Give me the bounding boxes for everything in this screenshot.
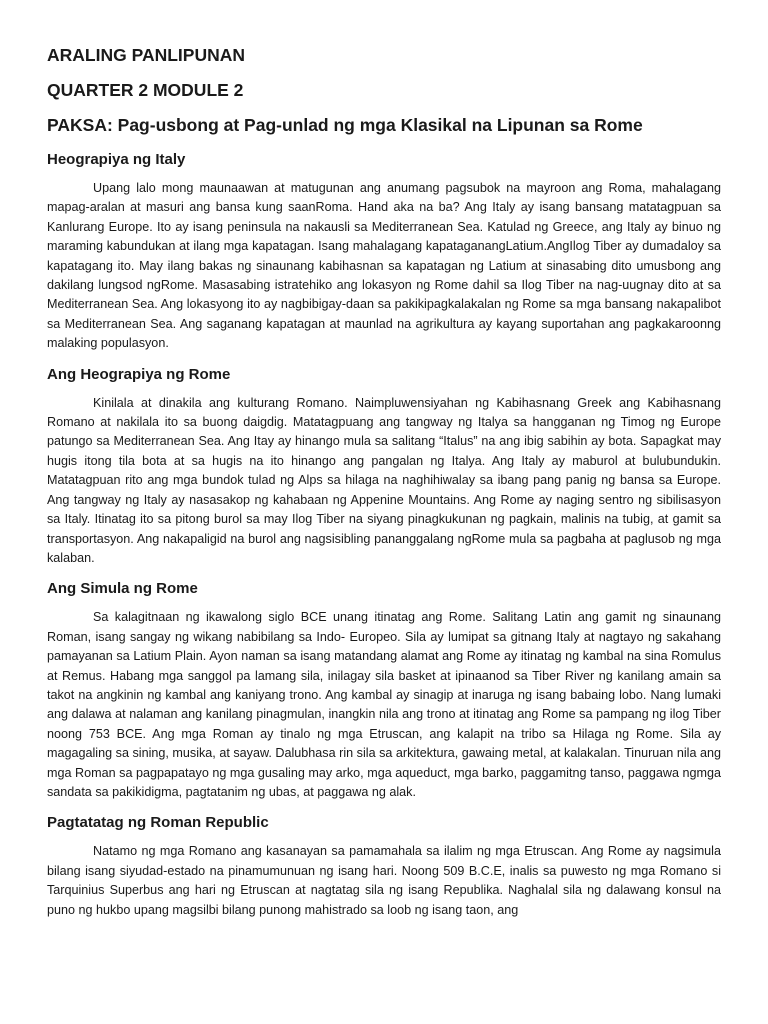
section-heading-4: Pagtatatag ng Roman Republic: [47, 814, 269, 832]
section-heading-3: Ang Simula ng Rome: [47, 580, 198, 598]
topic-title: PAKSA: Pag-usbong at Pag-unlad ng mga Klasikal na Lipunan sa Rome: [47, 115, 643, 135]
section-heading-2: Ang Heograpiya ng Rome: [47, 365, 231, 383]
section-body-2: Kinilala at dinakila ang kulturang Romano. Naimpluwensiyahan ng Kabihasnang Greek ang Kabihasnang Romano at nakilala ito sa buong daigdig. Matatagpuang ang tangway ng Italya sa hangganan ng Timog ng Europe patungo sa Mediterranean Sea. Ang Itay ay hinango mula sa salitang “Italus” na ang ibig sabihin ay bota. Sapagkat may hugis itong tila bota at sa hugis na ito hinango ang pangalan ng Italya. Ang Italy ay maburol at bulubundukin. Matatagpuan rito ang mga bundok tulad ng Alps sa hilaga na naghihiwalay sa ibang pang panig ng bansa sa Europe. Ang tangway ng Italy ay nasasakop ng kahabaan ng Appenine Mountains. Ang Rome ay naging sentro ng sibilisasyon sa Italy. Itinatag ito sa pitong burol sa may Ilog Tiber na siyang pinagkukunan ng pagkain, malinis na tubig, at gamit sa transportasyon. Ang nakapaligid na burol ang nagsisibling pananggalang ngRome mula sa pagbaha at paglusob ng mga kalaban.: [47, 395, 721, 565]
section-body-1: Upang lalo mong maunaawan at matugunan ang anumang pagsubok na mayroon ang Roma, mahalagang mapag-aralan at masuri ang bansa kung saanRoma. Hand aka na ba? Ang Italy ay isang bansang matatagpuan sa Kanlurang Europe. Ito ay isang peninsula na nakausli sa Mediterranean Sea. Katulad ng Greece, ang Italy ay binuo ng maraming kabundukan at ilang mga kapatagan. Isang mahalagang kapataganangLatium.AngIlog Tiber ay dumadaloy sa kapatagang ito. May ilang bakas ng sinaunang kabihasnan sa kapatagan ng Latium at sinasabing dito umusbong ang dakilang lungsod ngRome. Masasabing istratehiko ang lokasyon ng Rome dahil sa Ilog Tiber na nag-uugnay dito at sa Mediterranean Sea. Ang lokasyong ito ay nagbibigay-daan sa pakikipagkalakalan ng Rome sa mga bansang nakapalibot sa Mediterranean Sea. Ang saganang kapatagan at maunlad na agrikultura ay kayang suportahan ang pagkakaroonng malaking populasyon.: [47, 181, 721, 351]
section-body-3: Sa kalagitnaan ng ikawalong siglo BCE unang itinatag ang Rome. Salitang Latin ang gamit ng sinaunang Roman, isang sangay ng wikang nabibilang sa Indo- Europeo. Sila ay lumipat sa gitnang Italy at nagtayo ng sakahang pamayanan sa Latium Plain. Ayon naman sa isang matandang alamat ang Rome ay itinatag ng kambal na sina Romulus at Remus. Habang mga sanggol pa lamang sila, inilagay sila basket at ipinaanod sa Tiber River ng kanilang amain sa takot na angkinin ng kambal ang kaniyang trono. Ang kambal ay sinagip at inaruga ng isang babaing lobo. Nang lumaki ang dalawa at nalaman ang kanilang pinagmulan, inangkin nila ang trono at itinatag ang Rome sa pampang ng ilog Tiber noong 753 BCE. Ang mga Roman ay tinalo ng mga Etruscan, ang kalapit na tribo sa Hilaga ng Rome. Sila ay magagaling sa sining, musika, at sayaw. Dalubhasa rin sila sa arkitektura, gawaing metal, at kalakalan. Tinuruan nila ang mga Roman sa pagpapatayo ng mga gusaling may arko, mga aqueduct, mga barko, paggamitng tanso, paggawa ngmga sandata sa pakikidigma, pagtatanim ng ubas, at paggawa ng alak.: [47, 610, 721, 799]
subject-title: ARALING PANLIPUNAN: [47, 45, 246, 65]
section-heading-1: Heograpiya ng Italy: [47, 151, 186, 168]
section-body-4: Natamo ng mga Romano ang kasanayan sa pamamahala sa ilalim ng mga Etruscan. Ang Rome ay nagsimula bilang isang siyudad-estado na pinamumunuan ng isang hari. Noong 509 B.C.E, inalis sa puwesto ng mga Romano si Tarquinius Superbus ang hari ng Etruscan at nagtatag sila ng isang Republika. Naghalal sila ng dalawang konsul na puno ng hukbo upang magsilbi bilang punong mahistrado sa loob ng isang taon, ang: [47, 844, 721, 917]
quarter-title: QUARTER 2 MODULE 2: [47, 80, 244, 100]
